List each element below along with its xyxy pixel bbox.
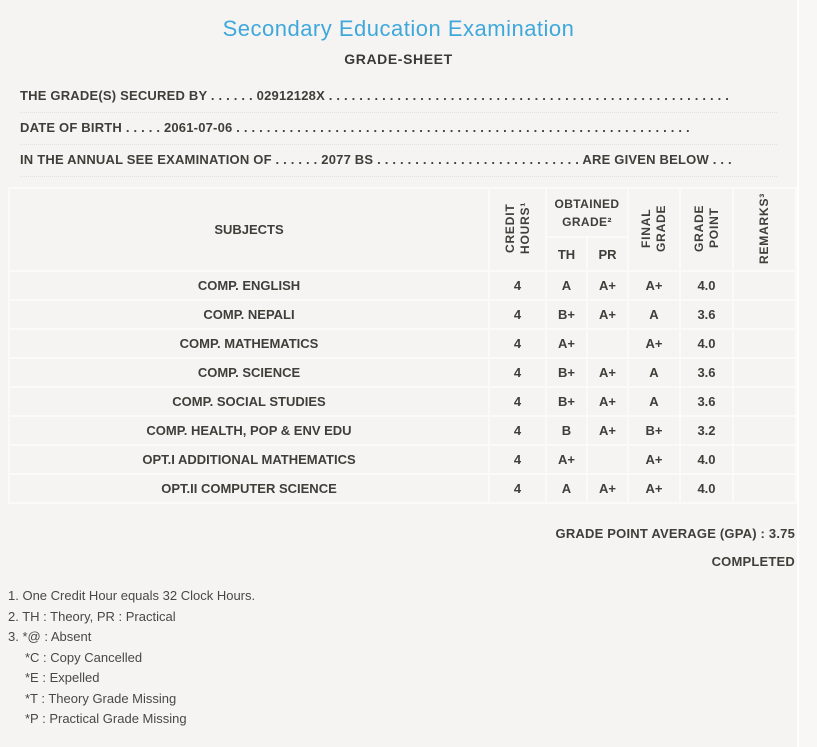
obtained-grade-label: OBTAINED GRADE² (554, 196, 620, 229)
final-grade-cell: A (628, 358, 680, 387)
final-grade-cell: A (628, 300, 680, 329)
table-row (9, 387, 796, 416)
pr-grade-cell: A+ (587, 271, 628, 300)
table-row (9, 271, 796, 300)
credit-hours-cell: 4 (489, 387, 546, 416)
pr-grade-cell: A+ (587, 387, 628, 416)
th-grade-cell: B+ (546, 358, 587, 387)
grade-point-cell: 4.0 (680, 271, 733, 300)
final-grade-cell: A (628, 387, 680, 416)
footnote-item: *T : Theory Grade Missing (25, 690, 177, 706)
grade-point-cell: 3.6 (680, 387, 733, 416)
table-row (9, 329, 796, 358)
final-grade-cell: A+ (628, 474, 680, 503)
grade-point-cell: 3.2 (680, 416, 733, 445)
pr-grade-cell: A+ (587, 474, 628, 503)
candidate-info (20, 81, 777, 177)
th-grade-cell: B+ (546, 300, 587, 329)
pr-grade-cell: A+ (587, 416, 628, 445)
th-grade-cell: A (546, 271, 587, 300)
credit-hours-cell: 4 (489, 445, 546, 474)
th-grade-cell: A (546, 474, 587, 503)
completion-status: COMPLETED (711, 554, 795, 569)
th-grade-cell: A+ (546, 445, 587, 474)
subject-cell: COMP. MATHEMATICS (9, 329, 489, 358)
grade-point-cell: 3.6 (680, 358, 733, 387)
secured-by-line: THE GRADE(S) SECURED BY . . . . . . 02912128X . . . . . . . . . . . . . . . . . . . . . . . . . . . . . . . . . . . . . . . . . . . . . . . . . . . . . (20, 81, 777, 113)
final-grade-cell: A+ (628, 329, 680, 358)
remarks-cell (733, 474, 796, 503)
grade-point-label: GRADE POINT (691, 204, 721, 252)
subject-cell: COMP. SCIENCE (9, 358, 489, 387)
grade-point-cell: 4.0 (680, 474, 733, 503)
column-header-credit-hours (489, 188, 546, 271)
final-grade-label: FINAL GRADE (639, 204, 668, 252)
credit-hours-cell: 4 (489, 329, 546, 358)
grade-point-cell: 3.6 (680, 300, 733, 329)
scrollbar-track[interactable] (797, 0, 817, 747)
subject-cell: COMP. NEPALI (9, 300, 489, 329)
subject-cell: OPT.II COMPUTER SCIENCE (9, 474, 489, 503)
pr-grade-cell: A+ (587, 358, 628, 387)
pr-grade-cell: A+ (587, 300, 628, 329)
column-header-grade-point (680, 188, 733, 271)
footnote-item: *E : Expelled (25, 670, 100, 685)
gpa-summary: GRADE POINT AVERAGE (GPA) : 3.75 (555, 526, 795, 541)
remarks-cell (733, 358, 796, 387)
remarks-cell (733, 271, 796, 300)
subject-cell: OPT.I ADDITIONAL MATHEMATICS (9, 445, 489, 474)
subject-cell: COMP. ENGLISH (9, 271, 489, 300)
credit-hours-label: CREDIT HOURS¹ (502, 201, 532, 255)
th-grade-cell: B+ (546, 387, 587, 416)
date-of-birth-line: DATE OF BIRTH . . . . . 2061-07-06 . . . . . . . . . . . . . . . . . . . . . . . . . . . . . . . . . . . . . . . . . . . . . . . . . . . . . . . . . . . . (20, 113, 777, 145)
remarks-cell (733, 387, 796, 416)
column-header-final-grade (628, 188, 680, 271)
sheet-subtitle: GRADE-SHEET (344, 51, 453, 67)
final-grade-cell: A+ (628, 271, 680, 300)
footnotes (8, 586, 797, 730)
credit-hours-cell: 4 (489, 271, 546, 300)
credit-hours-cell: 4 (489, 474, 546, 503)
footnote-item: 2. TH : Theory, PR : Practical (8, 608, 176, 624)
subject-cell: COMP. SOCIAL STUDIES (9, 387, 489, 416)
pr-grade-cell (587, 445, 628, 474)
table-row (9, 300, 796, 329)
remarks-cell (733, 445, 796, 474)
column-header-subjects: SUBJECTS (9, 188, 489, 271)
table-row (9, 445, 796, 474)
grade-point-cell: 4.0 (680, 445, 733, 474)
table-row (9, 416, 796, 445)
pr-grade-cell (587, 329, 628, 358)
footnote-item: *C : Copy Cancelled (25, 649, 143, 665)
column-header-obtained-grade (546, 188, 628, 237)
remarks-label: REMARKS³ (757, 192, 771, 264)
table-row (9, 358, 796, 387)
th-grade-cell: A+ (546, 329, 587, 358)
page-title: Secondary Education Examination (222, 16, 575, 41)
final-grade-cell: B+ (628, 416, 680, 445)
remarks-cell (733, 329, 796, 358)
column-header-remarks (733, 188, 796, 271)
remarks-cell (733, 300, 796, 329)
footnote-item: *P : Practical Grade Missing (25, 711, 187, 726)
th-grade-cell: B (546, 416, 587, 445)
footnote-item: 1. One Credit Hour equals 32 Clock Hours. (8, 588, 256, 603)
table-row (9, 474, 796, 503)
grades-table (8, 187, 797, 504)
credit-hours-cell: 4 (489, 300, 546, 329)
subject-cell: COMP. HEALTH, POP & ENV EDU (9, 416, 489, 445)
remarks-cell (733, 416, 796, 445)
column-header-practical: PR (587, 237, 628, 271)
examination-line: IN THE ANNUAL SEE EXAMINATION OF . . . . . . 2077 BS . . . . . . . . . . . . . . . . . . . . . . . . . . . ARE GIVEN BELOW . . . (20, 145, 777, 177)
credit-hours-cell: 4 (489, 416, 546, 445)
final-grade-cell: A+ (628, 445, 680, 474)
grade-point-cell: 4.0 (680, 329, 733, 358)
footnote-item: 3. *@ : Absent (8, 629, 92, 644)
credit-hours-cell: 4 (489, 358, 546, 387)
column-header-theory: TH (546, 237, 587, 271)
